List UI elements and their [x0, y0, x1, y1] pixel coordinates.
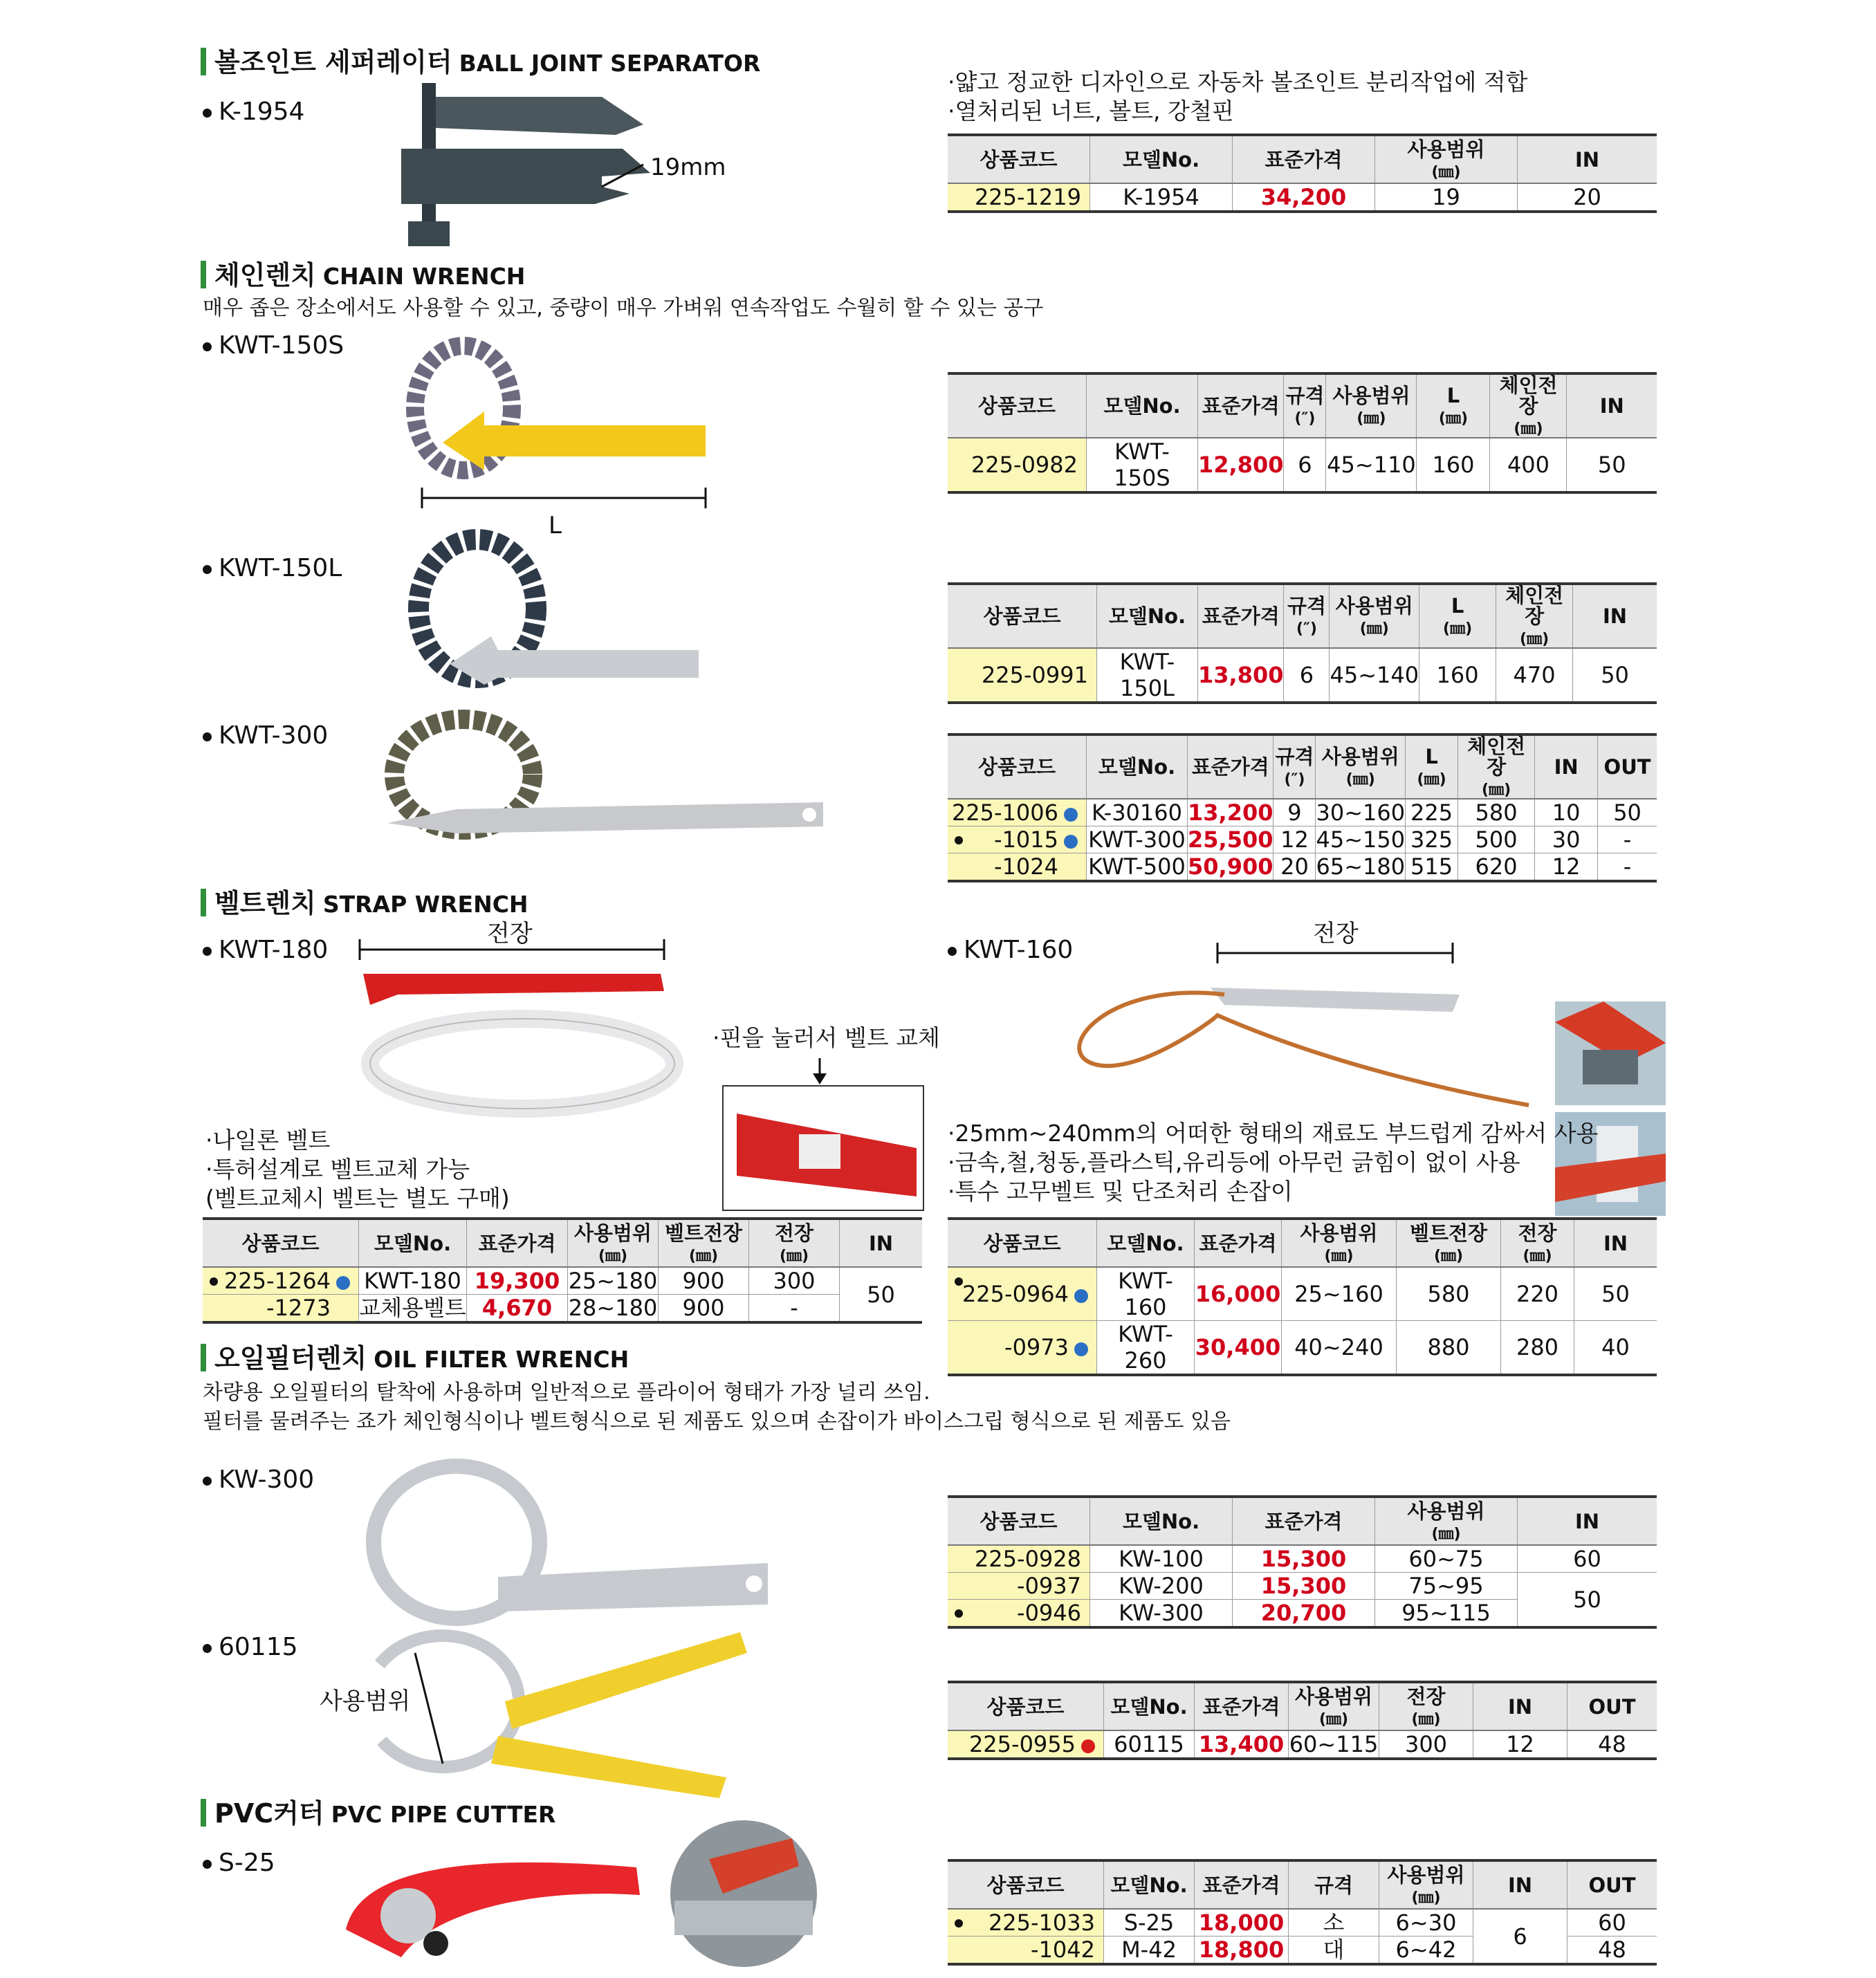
spec-table-kwt150l: 상품코드 모델No. 표준가격 규격 (″) 사용범위 (㎜) L (㎜) 체인전장 (㎜) IN 225-0991 KWT-150L 13,800 6 45~140 160 470 50 [948, 582, 1657, 704]
model-label-kwt150l: KWT-150L [203, 553, 342, 584]
blue-dot-icon [336, 1276, 350, 1290]
section-title-strap-wrench: 벨트렌치 STRAP WRENCH [201, 887, 528, 921]
spec-table-kwt160: 상품코드 모델No. 표준가격 사용범위 (㎜) 벨트전장 (㎜) 전장 (㎜) IN 225-0964 KWT-160 16,000 25~160 580 220 50 -0973 KWT-260 30,400 40~240 880 280 40 [948, 1217, 1657, 1376]
blue-dot-icon [1064, 808, 1078, 822]
strap-left-note-3: (벨트교체시 벨트는 별도 구매) [205, 1185, 510, 1212]
dim-label-total-length: 전장 [487, 920, 533, 948]
spec-table-pvc-cutter: 상품코드 모델No. 표준가격 규격 사용범위 (㎜) IN OUT 225-1033 S-25 18,000 소 6~30 6 60 -1042 M-42 18,800 대 6~42 48 [948, 1859, 1657, 1966]
title-bar-icon [201, 48, 206, 75]
strap-right-note-3: ·특수 고무벨트 및 단조처리 손잡이 [948, 1178, 1293, 1205]
ball-joint-bullet-1: ·얇고 정교한 디자인으로 자동차 볼조인트 분리작업에 적합 [948, 68, 1528, 95]
featured-dot-icon [955, 836, 963, 844]
table-row: 225-1033 S-25 18,000 소 6~30 6 60 [948, 1909, 1657, 1937]
model-label-kwt300: KWT-300 [203, 721, 328, 751]
table-row: -0937 KW-200 15,300 75~95 50 [948, 1573, 1657, 1600]
table-row: -0973 KWT-260 30,400 40~240 880 280 40 [948, 1321, 1657, 1376]
strap-right-note-2: ·금속,철,청동,플라스틱,유리등에 아무런 긁힘이 없이 사용 [948, 1149, 1520, 1176]
chain-wrench-description: 매우 좁은 장소에서도 사용할 수 있고, 중량이 매우 가벼워 연속작업도 수월히 할 수 있는 공구 [203, 296, 1044, 320]
section-title-ball-joint: 볼조인트 세퍼레이터 BALL JOINT SEPARATOR [201, 46, 760, 80]
spec-table-kwt300: 상품코드 모델No. 표준가격 규격 (″) 사용범위 (㎜) L (㎜) 체인전장 (㎜) IN OUT 225-1006 K-30160 13,200 9 30~160 225 580 10 50 -1015 KWT-300 25,500 12 45~150 325 500 30 - -1024 KWT-500 50,900 20 65~180 515 620 12 - [948, 733, 1657, 882]
pvc-cutter-usage-photo [668, 1818, 820, 1970]
section-title-oil-filter: 오일필터렌치 OIL FILTER WRENCH [201, 1342, 629, 1376]
dim-label-total-length-160: 전장 [1313, 920, 1359, 948]
section-title-pvc-cutter: PVC커터 PVC PIPE CUTTER [201, 1797, 555, 1831]
usage-photo-1 [1555, 1001, 1666, 1105]
model-label-kw300: KW-300 [203, 1465, 314, 1495]
strap-right-note-1: ·25mm~240mm의 어떠한 형태의 재료도 부드럽게 감싸서 사용 [948, 1120, 1599, 1147]
model-label-kwt160: KWT-160 [948, 935, 1073, 965]
oil-filter-desc-2: 필터를 물려주는 죠가 체인형식이나 벨트형식으로 된 제품도 있으며 손잡이가 바이스그립 형식으로 된 제품도 있음 [203, 1409, 1231, 1434]
model-label-60115: 60115 [203, 1632, 298, 1663]
table-row: 225-1006 K-30160 13,200 9 30~160 225 580 10 50 [948, 799, 1657, 826]
chain-wrench-150s-image [408, 339, 712, 505]
table-row: 225-0982 KWT-150S 12,800 6 45~110 160 400 50 [948, 438, 1657, 492]
model-label-k1954: K-1954 [203, 97, 304, 127]
ball-joint-bullet-2: ·열처리된 너트, 볼트, 강철핀 [948, 98, 1234, 124]
spec-table-oil-filter: 상품코드 모델No. 표준가격 사용범위 (㎜) IN 225-0928 KW-100 15,300 60~75 60 -0937 KW-200 15,300 75~95 50 -0946 KW-300 20,700 95~115 [948, 1495, 1657, 1629]
spec-table-kwt150s: 상품코드 모델No. 표준가격 규격 (″) 사용범위 (㎜) L (㎜) 체인전장 (㎜) IN 225-0982 KWT-150S 12,800 6 45~110 160 400 50 [948, 372, 1657, 494]
pin-closeup-image [723, 1058, 923, 1210]
blue-dot-icon [1074, 1342, 1088, 1356]
blue-dot-icon [1074, 1289, 1088, 1303]
model-label-s25: S-25 [203, 1848, 275, 1878]
pin-note: ·핀을 눌러서 벨트 교체 [712, 1024, 940, 1051]
pvc-cutter-image [332, 1840, 664, 1971]
table-row: 225-0955 60115 13,400 60~115 300 12 48 [948, 1730, 1657, 1759]
table-row: -1273 교체용벨트 4,670 28~180 900 - [203, 1295, 922, 1323]
model-label-kwt150s: KWT-150S [203, 331, 344, 361]
oil-filter-60115-image [353, 1625, 768, 1805]
table-row: -0946 KW-300 20,700 95~115 [948, 1600, 1657, 1628]
table-row: -1015 KWT-300 25,500 12 45~150 325 500 30 - [948, 826, 1657, 853]
blue-dot-icon [1064, 835, 1078, 849]
table-row: 225-0991 KWT-150L 13,800 6 45~140 160 470 50 [948, 648, 1657, 703]
spec-table-60115: 상품코드 모델No. 표준가격 사용범위 (㎜) 전장 (㎜) IN OUT 225-0955 60115 13,400 60~115 300 12 48 [948, 1681, 1657, 1760]
dim-label-l: L [549, 512, 562, 539]
ball-joint-separator-image [394, 83, 671, 249]
table-row: 225-1219 K-1954 34,200 19 20 [948, 183, 1657, 212]
range-label: 사용범위 [320, 1688, 411, 1715]
dim-label-19mm: 19mm [650, 154, 726, 181]
table-row: -1042 M-42 18,800 대 6~42 48 [948, 1937, 1657, 1965]
oil-filter-kw300-image [360, 1452, 775, 1646]
table-row: 225-0964 KWT-160 16,000 25~160 580 220 50 [948, 1267, 1657, 1321]
red-dot-icon [1081, 1739, 1095, 1753]
chain-wrench-300-image [374, 712, 830, 851]
oil-filter-desc-1: 차량용 오일필터의 탈착에 사용하며 일반적으로 플라이어 형태가 가장 널리 쓰임. [203, 1380, 930, 1405]
chain-wrench-150l-image [408, 533, 712, 705]
strap-wrench-180-image [356, 939, 688, 1119]
spec-table-ball-joint: 상품코드 모델No. 표준가격 사용범위 (㎜) IN 225-1219 K-1954 34,200 19 20 [948, 133, 1657, 213]
table-row: 225-0928 KW-100 15,300 60~75 60 [948, 1545, 1657, 1573]
spec-table-kwt180: 상품코드 모델No. 표준가격 사용범위 (㎜) 벨트전장 (㎜) 전장 (㎜) IN 225-1264 KWT-180 19,300 25~180 900 300 50 -1273 교체용벨트 4,670 28~180 900 - [203, 1217, 922, 1324]
table-row: 225-1264 KWT-180 19,300 25~180 900 300 50 [203, 1267, 922, 1295]
section-title-chain-wrench: 체인렌치 CHAIN WRENCH [201, 259, 525, 293]
strap-left-note-1: ·나일론 벨트 [205, 1127, 331, 1154]
table-row: -1024 KWT-500 50,900 20 65~180 515 620 12 - [948, 853, 1657, 882]
strap-wrench-160-image [1051, 939, 1536, 1119]
model-label-kwt180: KWT-180 [203, 935, 328, 965]
strap-left-note-2: ·특허설계로 벨트교체 가능 [205, 1156, 470, 1183]
